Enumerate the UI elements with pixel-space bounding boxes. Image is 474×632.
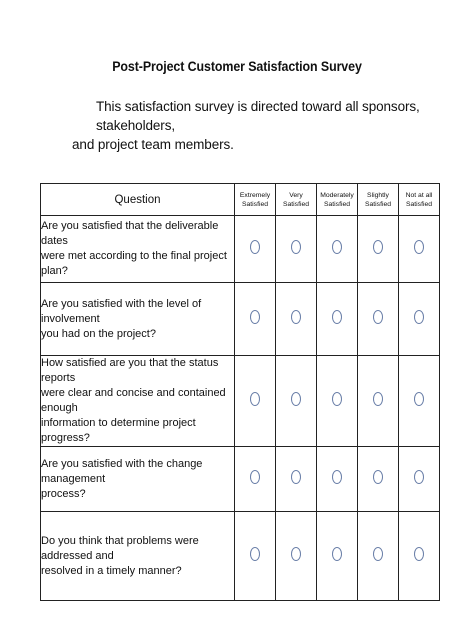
option-header-moderately-satisfied: [317, 184, 358, 216]
survey-title: Post-Project Customer Satisfaction Survey: [112, 59, 362, 74]
radio-slightly-satisfied[interactable]: [373, 240, 383, 254]
option-header-line: Satisfied: [405, 200, 433, 208]
rating-cell: [235, 356, 276, 447]
rating-cell: [317, 512, 358, 601]
question-line: Are you satisfied with the level of involvement: [41, 297, 202, 325]
rating-cell: [276, 447, 317, 512]
option-header-line: Very: [289, 191, 303, 199]
option-header-slightly-satisfied: [358, 184, 399, 216]
question-header: Question: [41, 184, 235, 216]
intro-line-2: and project team members.: [72, 137, 234, 152]
question-line: you had on the project?: [41, 327, 156, 340]
option-header-not-at-all-satisfied: [399, 184, 440, 216]
question-cell: [41, 447, 235, 512]
rating-cell: [399, 512, 440, 601]
radio-moderately-satisfied[interactable]: [332, 392, 342, 406]
rating-cell: [399, 216, 440, 283]
rating-cell: [276, 283, 317, 356]
option-header-line: Extremely: [239, 191, 271, 199]
table-row: [41, 216, 440, 283]
radio-very-satisfied[interactable]: [291, 310, 301, 324]
radio-not-at-all-satisfied[interactable]: [414, 470, 424, 484]
rating-cell: [358, 216, 399, 283]
radio-not-at-all-satisfied[interactable]: [414, 310, 424, 324]
rating-cell: [276, 216, 317, 283]
radio-very-satisfied[interactable]: [291, 547, 301, 561]
radio-moderately-satisfied[interactable]: [332, 240, 342, 254]
table-row: [41, 512, 440, 601]
rating-cell: [358, 356, 399, 447]
radio-not-at-all-satisfied[interactable]: [414, 240, 424, 254]
option-header-line: Not at all: [405, 191, 433, 199]
radio-very-satisfied[interactable]: [291, 240, 301, 254]
rating-cell: [235, 283, 276, 356]
rating-cell: [235, 216, 276, 283]
question-line: Are you satisfied with the change management: [41, 457, 203, 485]
rating-cell: [276, 512, 317, 601]
survey-table: [40, 183, 440, 601]
radio-not-at-all-satisfied[interactable]: [414, 547, 424, 561]
radio-moderately-satisfied[interactable]: [332, 470, 342, 484]
intro-line-1: This satisfaction survey is directed toward all sponsors, stakeholders,: [96, 99, 420, 133]
radio-extremely-satisfied[interactable]: [250, 392, 260, 406]
question-cell: [41, 512, 235, 601]
question-line: How satisfied are you that the status reports: [41, 357, 219, 384]
question-cell: [41, 356, 235, 447]
question-line: Are you satisfied that the deliverable dates: [41, 220, 219, 247]
table-row: [41, 447, 440, 512]
rating-cell: [358, 512, 399, 601]
question-line: Do you think that problems were addressed and: [41, 534, 199, 562]
rating-cell: [235, 447, 276, 512]
radio-slightly-satisfied[interactable]: [373, 310, 383, 324]
rating-cell: [399, 356, 440, 447]
option-header-line: Satisfied: [241, 200, 269, 208]
option-header-line: Slightly: [367, 191, 389, 199]
question-line: information to determine project progress?: [41, 417, 196, 444]
option-header-line: Satisfied: [364, 200, 392, 208]
radio-extremely-satisfied[interactable]: [250, 547, 260, 561]
option-header-line: Satisfied: [282, 200, 310, 208]
survey-intro: [72, 97, 432, 154]
option-header-line: Moderately: [320, 191, 354, 199]
question-line: were clear and concise and contained enough: [41, 387, 226, 414]
rating-cell: [276, 356, 317, 447]
radio-very-satisfied[interactable]: [291, 392, 301, 406]
rating-cell: [317, 216, 358, 283]
table-row: [41, 283, 440, 356]
option-header-very-satisfied: [276, 184, 317, 216]
radio-extremely-satisfied[interactable]: [250, 470, 260, 484]
rating-cell: [399, 447, 440, 512]
rating-cell: [317, 356, 358, 447]
question-cell: [41, 216, 235, 283]
rating-cell: [399, 283, 440, 356]
radio-slightly-satisfied[interactable]: [373, 547, 383, 561]
radio-not-at-all-satisfied[interactable]: [414, 392, 424, 406]
rating-cell: [317, 283, 358, 356]
radio-extremely-satisfied[interactable]: [250, 240, 260, 254]
question-line: process?: [41, 487, 86, 500]
table-header-row: [41, 184, 440, 216]
radio-moderately-satisfied[interactable]: [332, 310, 342, 324]
radio-slightly-satisfied[interactable]: [373, 392, 383, 406]
question-line: were met according to the final project plan?: [41, 250, 227, 277]
radio-moderately-satisfied[interactable]: [332, 547, 342, 561]
rating-cell: [317, 447, 358, 512]
rating-cell: [358, 283, 399, 356]
rating-cell: [235, 512, 276, 601]
option-header-extremely-satisfied: [235, 184, 276, 216]
rating-cell: [358, 447, 399, 512]
radio-extremely-satisfied[interactable]: [250, 310, 260, 324]
radio-very-satisfied[interactable]: [291, 470, 301, 484]
question-line: resolved in a timely manner?: [41, 564, 182, 577]
question-cell: [41, 283, 235, 356]
table-row: [41, 356, 440, 447]
option-header-line: Satisfied: [323, 200, 351, 208]
radio-slightly-satisfied[interactable]: [373, 470, 383, 484]
